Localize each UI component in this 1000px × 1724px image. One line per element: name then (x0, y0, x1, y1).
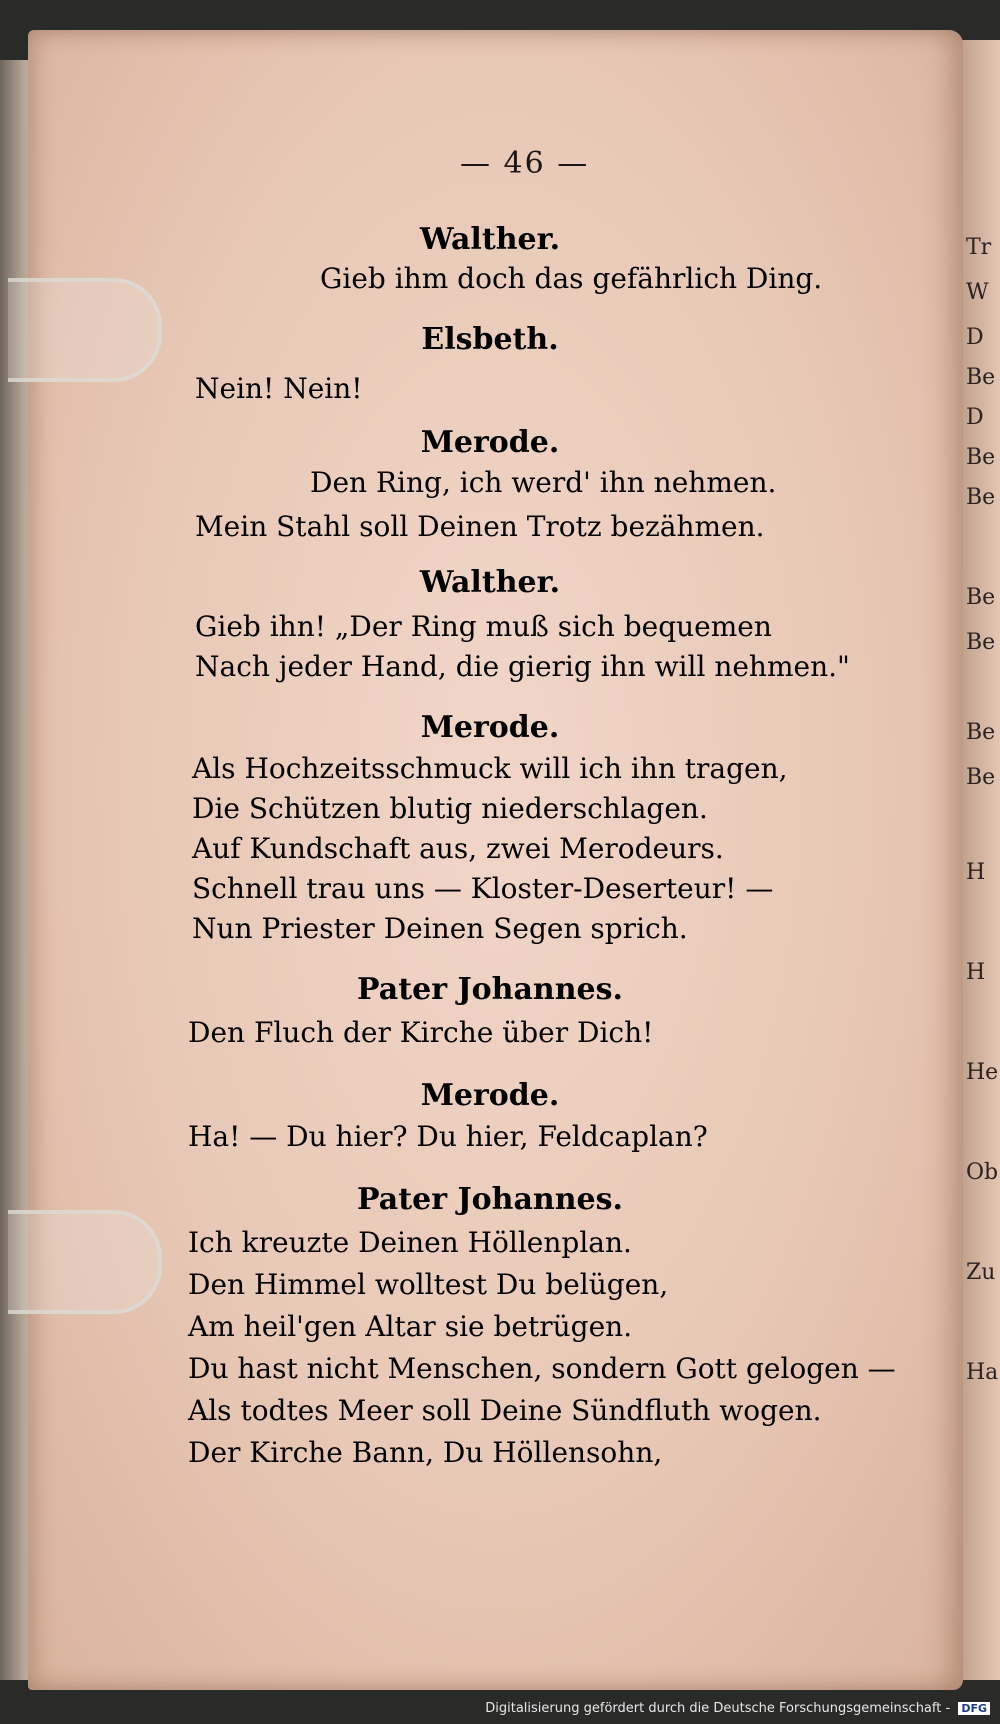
verse-line: Am heil'gen Altar sie betrügen. (188, 1310, 633, 1343)
verse-line: Ich kreuzte Deinen Höllenplan. (188, 1226, 632, 1259)
facing-page-fragment: He (966, 1060, 999, 1085)
facing-page-fragment: Be (966, 720, 996, 745)
speaker-name: Pater Johannes. (357, 972, 623, 1007)
speaker-name: Walther. (419, 222, 561, 257)
verse-line: Nun Priester Deinen Segen sprich. (192, 912, 688, 945)
verse-line: Als Hochzeitsschmuck will ich ihn tragen, (192, 752, 788, 785)
verse-line: Den Himmel wolltest Du belügen, (188, 1268, 669, 1301)
facing-page-fragment: Be (966, 485, 996, 510)
verse-line: Gieb ihn! „Der Ring muß sich bequemen (195, 610, 772, 643)
speaker-name: Elsbeth. (421, 322, 559, 357)
speaker-name: Walther. (419, 565, 561, 600)
footer-credit (485, 1701, 990, 1716)
verse-line: Nein! Nein! (195, 372, 363, 405)
facing-page-edge (960, 40, 1000, 1680)
facing-page-fragment: Be (966, 445, 996, 470)
facing-page-fragment: Tr (966, 235, 992, 260)
facing-page-fragment: H (966, 860, 986, 885)
dfg-logo: DFG (958, 1702, 990, 1715)
verse-line: Nach jeder Hand, die gierig ihn will nehmen." (195, 650, 850, 683)
verse-line: Gieb ihm doch das gefährlich Ding. (320, 262, 823, 295)
verse-line: Den Fluch der Kirche über Dich! (188, 1016, 654, 1049)
footer-text: Digitalisierung gefördert durch die Deutsche Forschungsgemeinschaft - (485, 1701, 951, 1716)
verse-line: Auf Kundschaft aus, zwei Merodeurs. (192, 832, 724, 865)
page-number: — 46 — (460, 146, 590, 181)
facing-page-fragment: Be (966, 630, 996, 655)
facing-page-fragment: Be (966, 765, 996, 790)
speaker-name: Merode. (420, 710, 560, 745)
facing-page-fragment: H (966, 960, 986, 985)
facing-page-fragment: Zu (966, 1260, 996, 1285)
verse-line: Ha! — Du hier? Du hier, Feldcaplan? (188, 1120, 708, 1153)
speaker-name: Merode. (420, 1078, 560, 1113)
verse-line: Du hast nicht Menschen, sondern Gott gelogen — (188, 1352, 896, 1385)
facing-page-fragment: W (966, 280, 989, 305)
speaker-name: Merode. (420, 425, 560, 460)
facing-page-fragment: Be (966, 585, 996, 610)
facing-page-fragment: Ha (966, 1360, 999, 1385)
facing-page-fragment: D (966, 325, 984, 350)
page-clip-bottom (8, 1210, 162, 1314)
verse-line: Die Schützen blutig niederschlagen. (192, 792, 708, 825)
facing-page-fragment: D (966, 405, 984, 430)
page-clip-top (8, 278, 162, 382)
verse-line: Den Ring, ich werd' ihn nehmen. (310, 466, 777, 499)
verse-line: Mein Stahl soll Deinen Trotz bezähmen. (195, 510, 765, 543)
speaker-name: Pater Johannes. (357, 1182, 623, 1217)
verse-line: Als todtes Meer soll Deine Sündfluth wogen. (188, 1394, 822, 1427)
verse-line: Der Kirche Bann, Du Höllensohn, (188, 1436, 663, 1469)
verse-line: Schnell trau uns — Kloster-Deserteur! — (192, 872, 774, 905)
facing-page-fragment: Be (966, 365, 996, 390)
facing-page-fragment: Ob (966, 1160, 999, 1185)
